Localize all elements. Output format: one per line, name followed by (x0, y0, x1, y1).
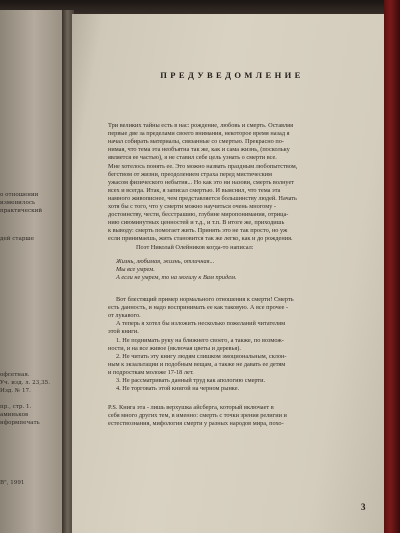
text-line: 1. Не поднимать руку на ближнего своего, а также, по возмож- (116, 336, 284, 344)
left-page-line: нформпечать (0, 420, 40, 426)
left-page-line: аминьков (0, 412, 29, 418)
page-number: 3 (361, 502, 366, 512)
text-line: естествознания, мифология смерти у разных народов мира, похо- (108, 420, 284, 428)
text-line: Вот блестящий пример нормального отношения к смерти! Смерть (116, 296, 294, 303)
text-line: нимая, что тема эта необъятна так же, как и сама жизнь, (поскольку (108, 146, 290, 154)
left-page-line: дей старше (0, 236, 34, 242)
text-line: А теперь я хотел бы изложить несколько пожеланий читателям (116, 320, 286, 328)
text-line: себя много других тем, в именно: смерть с точки зрения религии и (108, 412, 287, 420)
left-page-line: офсетная. (0, 372, 30, 378)
left-page-line: изменилось (0, 200, 35, 206)
text-line: начал собирать материалы, связанные со смертью. Прекрасно по- (108, 138, 284, 146)
text-line: P.S. Книга эта - лишь верхушка айсберга, который включает в (108, 404, 274, 411)
book-cover-edge (384, 0, 400, 533)
text-line: и подросткам моложе 17-18 лет. (108, 368, 194, 376)
text-line: хотя бы с того, что у смерти можно научиться очень многому - (108, 203, 277, 210)
left-page-line: Уч. изд. л. 23,35. (0, 380, 50, 386)
left-page-line: о отношении (0, 192, 39, 198)
text-line: ности, и на все живое (включая цветы и деревья). (108, 344, 241, 352)
poem-line: Жизнь, любимая, жизнь, отличная... (116, 258, 215, 265)
text-line: к выводу: смерть помогает жить. Принять это не так просто, но уж (108, 227, 288, 235)
poem-line: Мы все умрем. (116, 266, 155, 274)
text-line: всех и всегда. Итак, я записал смертью. И выяснил, что тема эта (108, 186, 281, 194)
left-page-line: пр., стр. 1. (0, 404, 32, 410)
text-line: от лукавого. (108, 312, 141, 320)
left-page-line: Изд. № 17. (0, 388, 31, 394)
text-line: первые две за пределами своего внимания, некоторое время назад я (108, 130, 290, 138)
text-line: 3. Не рассматривать данный труд как апологию смерти. (116, 377, 266, 384)
text-line: Поэт Николай Олейников когда-то написал: (136, 243, 254, 251)
text-line: Три великих тайны есть в нас: рождение, любовь и смерть. Оставляя (108, 122, 293, 129)
text-line: бегством от жизни, преодолением страха перед мистическим (108, 170, 273, 178)
text-line: если принимаешь, жить становится так же легко, как и до рождения. (108, 235, 293, 243)
book-page (72, 14, 386, 533)
text-line: является ее частью), я не ставил себе цель узнать о смерти все. (108, 154, 277, 162)
text-line: 2. Не читать эту книгу людям слишком эмоциональным, склон- (116, 352, 287, 360)
text-line: этой книги. (108, 328, 139, 336)
left-page-edge (0, 10, 62, 533)
text-line: Мне хотелось понять ее. Это можно назвать праздным любопытством, (108, 162, 298, 170)
page-title: ПРЕДУВЕДОМЛЕНИЕ (160, 70, 304, 80)
left-page-line: В", 1991 (0, 480, 25, 486)
left-page-line: практический (0, 208, 43, 214)
text-line: 4. Не торговать этой книгой на черном рынке. (116, 385, 240, 393)
text-line: ужасом физического небытия... Но как это ни назови, смерть волнует (108, 178, 295, 186)
text-line: ным к экзальтации и подобным вещам, а также не давать ее детям (108, 360, 286, 368)
text-line: нию сиюминутных ценностей и т.д., и т.п. В итоге же, приходишь (108, 219, 285, 227)
text-line: достоинству, чести, бесстрашию, глубине миропонимания, отрица- (108, 211, 289, 219)
text-line: намного живописнее, чем представляется большинству людей. Начать (108, 194, 297, 202)
text-line: есть данность, и надо воспринимать ее как таковую. А все прочее - (108, 304, 289, 312)
poem-line: А если не умрем, то на могилу к Вам придем. (116, 274, 237, 282)
